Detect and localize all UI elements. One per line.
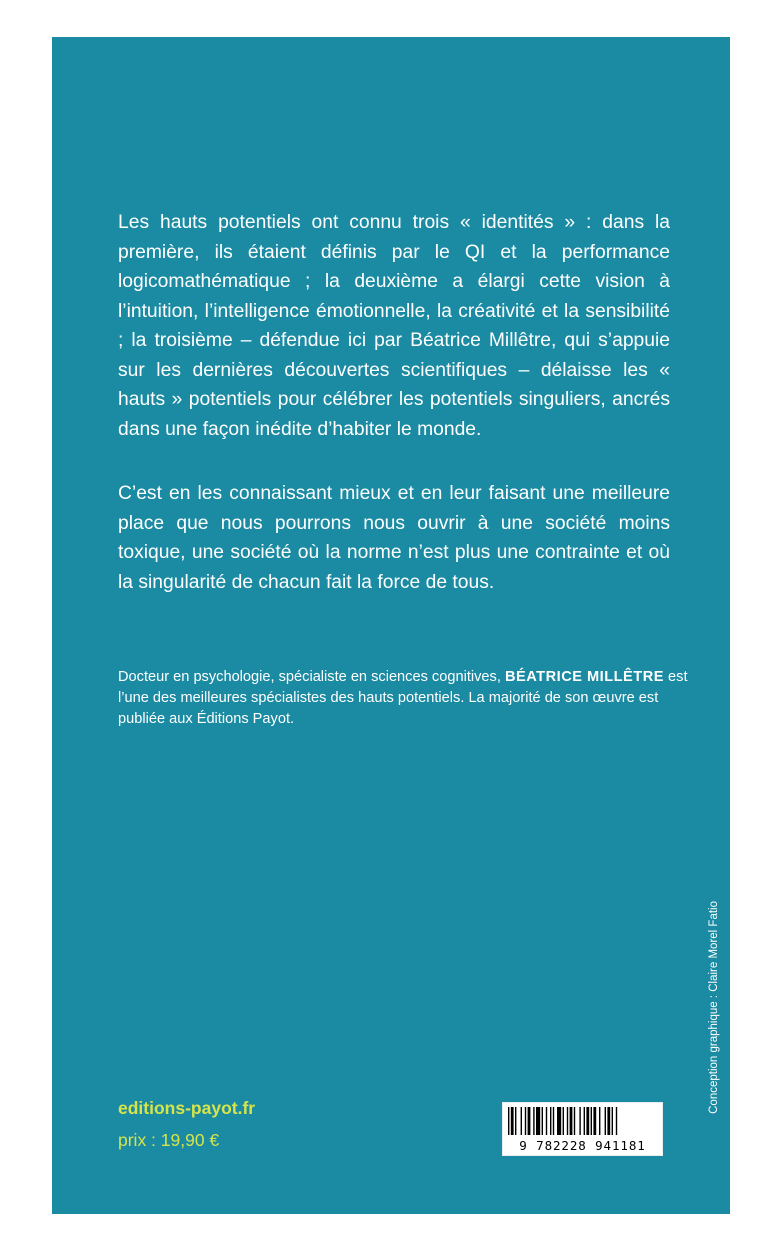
publisher-website: editions-payot.fr bbox=[118, 1098, 256, 1118]
barcode-bar bbox=[525, 1107, 526, 1135]
summary-text-1: Les hauts potentiels ont connu trois « identités » : dans la première, ils étaient définis par le QI et la performance logicomathématique ; la deuxième a élargi cette vision à l’intuition, l’intelligence émotionnelle, la créativité et la sensibilité ; la troisième – défendue ici par Béatrice Millêtre, qui s’appuie sur les dernières découvertes scientifiques – délaisse les « hauts » potentiels pour célébrer les potentiels singuliers, ancrés dans une façon inédite d’habiter le monde. bbox=[118, 212, 670, 440]
barcode-bar bbox=[586, 1107, 589, 1135]
barcode-bars bbox=[508, 1107, 657, 1135]
barcode-bar bbox=[553, 1107, 554, 1135]
barcode-bar bbox=[570, 1107, 573, 1135]
barcode-bar bbox=[546, 1107, 547, 1135]
barcode-bar bbox=[521, 1107, 522, 1135]
back-cover bbox=[52, 37, 730, 1214]
barcode-bar bbox=[574, 1107, 575, 1135]
barcode-bar bbox=[599, 1107, 600, 1135]
barcode-bar bbox=[593, 1107, 596, 1135]
barcode-bar bbox=[533, 1107, 534, 1135]
barcode-bar bbox=[612, 1107, 613, 1135]
author-bio bbox=[118, 667, 688, 730]
barcode-bar bbox=[563, 1107, 564, 1135]
barcode-bar bbox=[557, 1107, 561, 1135]
barcode-bar bbox=[567, 1107, 568, 1135]
bio-rest: est l’une des meilleures spécialistes des hauts potentiels. La majorité de son œuvre est publiée aux Éditions Payot. bbox=[118, 669, 688, 727]
barcode-bar bbox=[515, 1107, 516, 1135]
barcode-bar bbox=[542, 1107, 543, 1135]
bio-intro: Docteur en psychologie, spécialiste en sciences cognitives, bbox=[118, 669, 505, 685]
summary-paragraph-1 bbox=[118, 208, 670, 444]
price-label: prix : 19,90 € bbox=[118, 1130, 220, 1150]
barcode-bar bbox=[605, 1107, 606, 1135]
barcode-bar bbox=[550, 1107, 551, 1135]
barcode-bar bbox=[528, 1107, 531, 1135]
barcode-bar bbox=[616, 1107, 617, 1135]
isbn-digits: 9 782228 941181 bbox=[519, 1138, 646, 1153]
barcode-bar bbox=[591, 1107, 592, 1135]
author-name: BÉATRICE MILLÊTRE bbox=[504, 669, 664, 685]
barcode-bar bbox=[508, 1107, 509, 1135]
isbn-barcode bbox=[502, 1102, 663, 1156]
barcode-bar bbox=[607, 1107, 610, 1135]
design-credit: Conception graphique : Claire Morel Fatio bbox=[708, 901, 720, 1114]
summary-text-2: C’est en les connaissant mieux et en leur faisant une meilleure place que nous pourrons nous ouvrir à une société moins toxique, une société où la norme n’est plus une contrainte et où la singularité de chacun fait la force de tous. bbox=[118, 483, 670, 593]
barcode-bar bbox=[536, 1107, 540, 1135]
barcode-bar bbox=[579, 1107, 580, 1135]
summary-paragraph-2 bbox=[118, 479, 670, 597]
barcode-bar bbox=[511, 1107, 514, 1135]
barcode-bar bbox=[584, 1107, 585, 1135]
